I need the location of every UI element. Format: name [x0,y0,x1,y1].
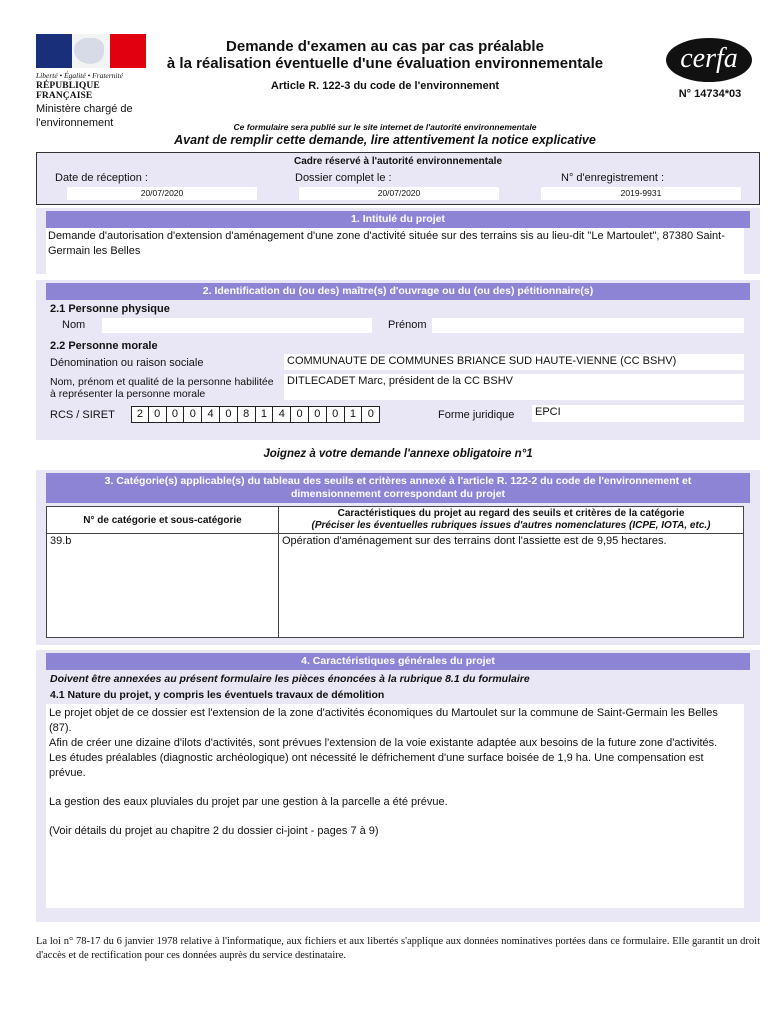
siret-digit: 8 [238,406,256,423]
moral-person-title: 2.2 Personne morale [50,340,158,352]
physical-person-title: 2.1 Personne physique [50,303,170,315]
prenom-field[interactable] [432,318,744,333]
characteristics-cell[interactable]: Opération d'aménagement sur des terrains dont l'assiette est de 9,95 hectares. [282,535,667,547]
categories-table [46,506,744,638]
siret-digit: 4 [202,406,220,423]
cerfa-number: N° 14734*03 [678,88,742,100]
siret-digit: 2 [131,406,149,423]
reserved-title: Cadre réservé à l'autorité environnementale [293,156,503,167]
siret-digit: 4 [273,406,291,423]
denomination-label: Dénomination ou raison sociale [50,357,204,369]
project-nature-field[interactable]: Le projet objet de ce dossier est l'extension de la zone d'activités économiques du Martoulet sur la commune de Saint-Germain les Belles (87). Afin de créer une dizaine d'ilots d'activités, sont prévues l'extension de la voie existante adaptée aux besoins de la future zone d'activités. Les études préalables (diagnostic archéologique) ont nécessité le défrichement d'une surface boisée de 1,9 ha. Une compensation est prévue. La gestion des eaux pluviales du projet par une gestion à la parcelle a été prévue. (Voir détails du projet au chapitre 2 du dossier ci-joint - pages 7 à 9) [46,704,744,908]
read-notice-note: Avant de remplir cette demande, lire attentivement la notice explicative [174,133,596,147]
siret-digit: 1 [345,406,363,423]
siret-digit: 0 [291,406,309,423]
section-project-title [36,208,760,274]
project-title-field[interactable]: Demande d'autorisation d'extension d'aménagement d'une zone d'activité située sur des terrains sis au lieu-dit "Le Martoulet", 87380 Saint-Germain les Belles [46,228,744,274]
registration-number-field[interactable]: 2019-9931 [541,187,741,200]
category-cell[interactable]: 39.b [47,534,279,637]
reserved-authority-box [36,152,760,205]
siret-field[interactable] [131,406,380,423]
siret-digit: 0 [149,406,167,423]
complete-date-label: Dossier complet le : [295,172,392,184]
siret-digit: 0 [327,406,345,423]
siret-digit: 0 [167,406,185,423]
legal-form-field[interactable]: EPCI [532,405,744,422]
representative-label: Nom, prénom et qualité de la personne habilitée à représenter la personne morale [50,376,274,400]
republic-motto: Liberté • Égalité • Fraternité [36,71,123,80]
ministry-label: Ministère chargé de l'environnement [36,103,133,129]
privacy-footer: La loi n° 78-17 du 6 janvier 1978 relative à l'informatique, aux fichiers et aux libertés s'applique aux données nominatives portées dans ce formulaire. Elle garantit un droit d'accès et de rectification pour ces données auprès du service destinataire. [36,936,760,961]
republic-name: RÉPUBLIQUE FRANÇAISE [36,81,100,101]
registration-number-label: N° d'enregistrement : [561,172,665,184]
cerfa-logo: cerfa [666,38,752,82]
legal-form-label: Forme juridique [438,409,515,421]
siret-digit: 0 [184,406,202,423]
representative-field[interactable]: DITLECADET Marc, président de la CC BSHV [284,374,744,400]
section-header: 3. Catégorie(s) applicable(s) du tableau des seuils et critères annexé à l'article R. 122-2 du code de l'environnement et dimensionnement correspondant du projet [46,473,750,503]
nom-field[interactable] [102,318,372,333]
reception-date-field[interactable]: 20/07/2020 [67,187,257,200]
nature-title: 4.1 Nature du projet, y compris les éventuels travaux de démolition [50,689,385,701]
annex-pieces-note: Doivent être annexées au présent formulaire les pièces énoncées à la rubrique 8.1 du formulaire [50,673,530,685]
siret-digit: 0 [220,406,238,423]
section-header: 4. Caractéristiques générales du projet [46,653,750,670]
denomination-field[interactable]: COMMUNAUTE DE COMMUNES BRIANCE SUD HAUTE-VIENNE (CC BSHV) [284,354,744,370]
characteristics-column-header: Caractéristiques du projet au regard des seuils et critères de la catégorie (Préciser les éventuelles rubriques issues d'autres nomenclatures (ICPE, IOTA, etc.) [279,507,743,534]
siret-digit: 1 [256,406,274,423]
category-column-header: N° de catégorie et sous-catégorie [47,507,279,534]
article-reference: Article R. 122-3 du code de l'environnement [270,80,500,92]
mandatory-annex-note: Joignez à votre demande l'annexe obligatoire n°1 [263,448,533,460]
siret-digit: 0 [309,406,327,423]
marianne-logo [36,34,148,101]
nom-label: Nom [62,319,86,331]
prenom-label: Prénom [388,319,427,331]
section-header: 2. Identification du (ou des) maître(s) d'ouvrage ou du (ou des) pétitionnaire(s) [46,283,750,300]
complete-date-field[interactable]: 20/07/2020 [299,187,499,200]
tricolor-flag-icon [36,34,146,68]
siret-label: RCS / SIRET [50,409,115,421]
form-title: Demande d'examen au cas par cas préalable à la réalisation éventuelle d'une évaluation environnementale [166,38,604,72]
reception-date-label: Date de réception : [55,172,148,184]
section-header: 1. Intitulé du projet [46,211,750,228]
siret-digit: 0 [362,406,380,423]
publication-note: Ce formulaire sera publié sur le site internet de l'autorité environnementale [233,122,537,132]
